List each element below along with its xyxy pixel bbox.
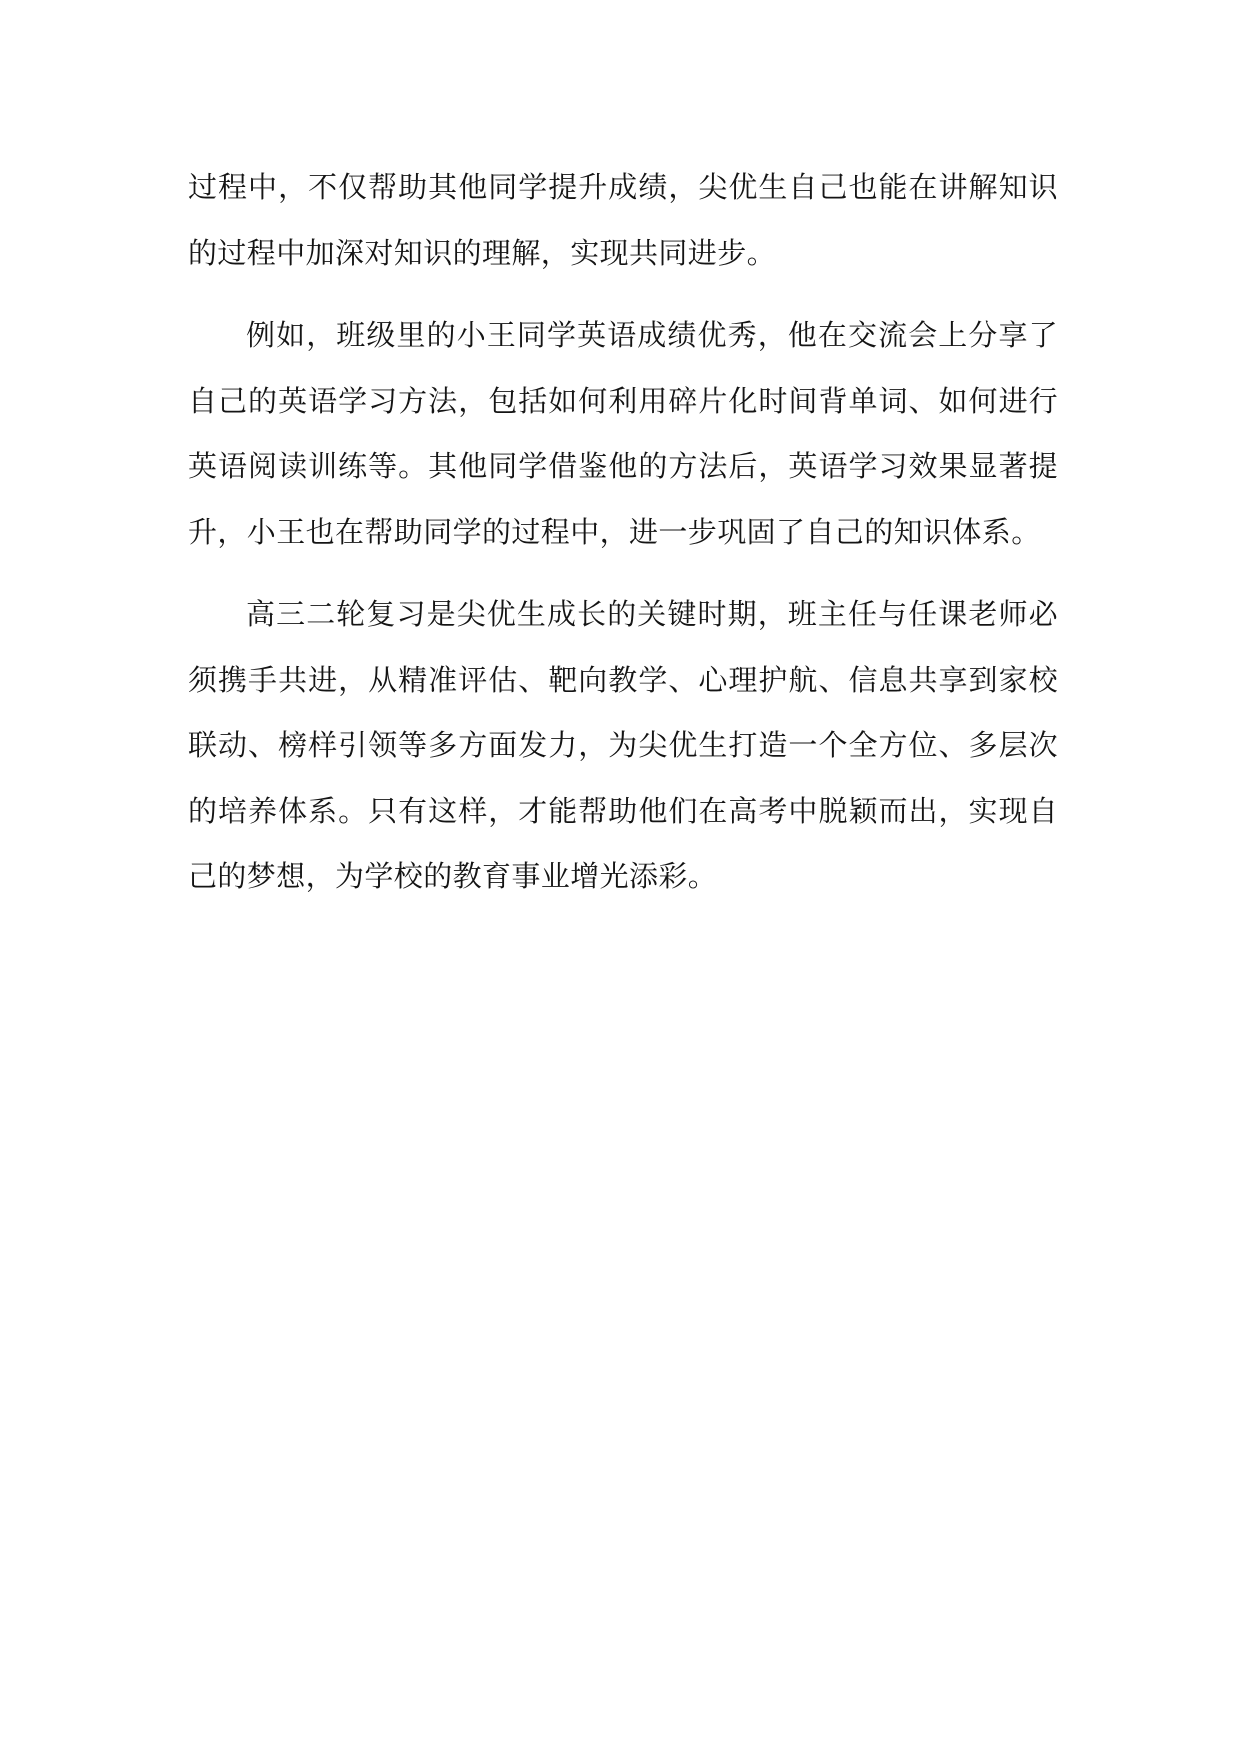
paragraph-continuation: 过程中，不仅帮助其他同学提升成绩，尖优生自己也能在讲解知识的过程中加深对知识的理解，实现共同进步。 (188, 170, 1058, 270)
paragraph-conclusion: 高三二轮复习是尖优生成长的关键时期，班主任与任课老师必须携手共进，从精准评估、靶向教学、心理护航、信息共享到家校联动、榜样引领等多方面发力，为尖优生打造一个全方位、多层次的培养体系。只有这样，才能帮助他们在高考中脱颖而出，实现自己的梦想，为学校的教育事业增光添彩。 (188, 597, 1058, 893)
body-text (188, 155, 1058, 927)
paragraph-example: 例如，班级里的小王同学英语成绩优秀，他在交流会上分享了自己的英语学习方法，包括如何利用碎片化时间背单词、如何进行英语阅读训练等。其他同学借鉴他的方法后，英语学习效果显著提升，小王也在帮助同学的过程中，进一步巩固了自己的知识体系。 (188, 318, 1058, 549)
